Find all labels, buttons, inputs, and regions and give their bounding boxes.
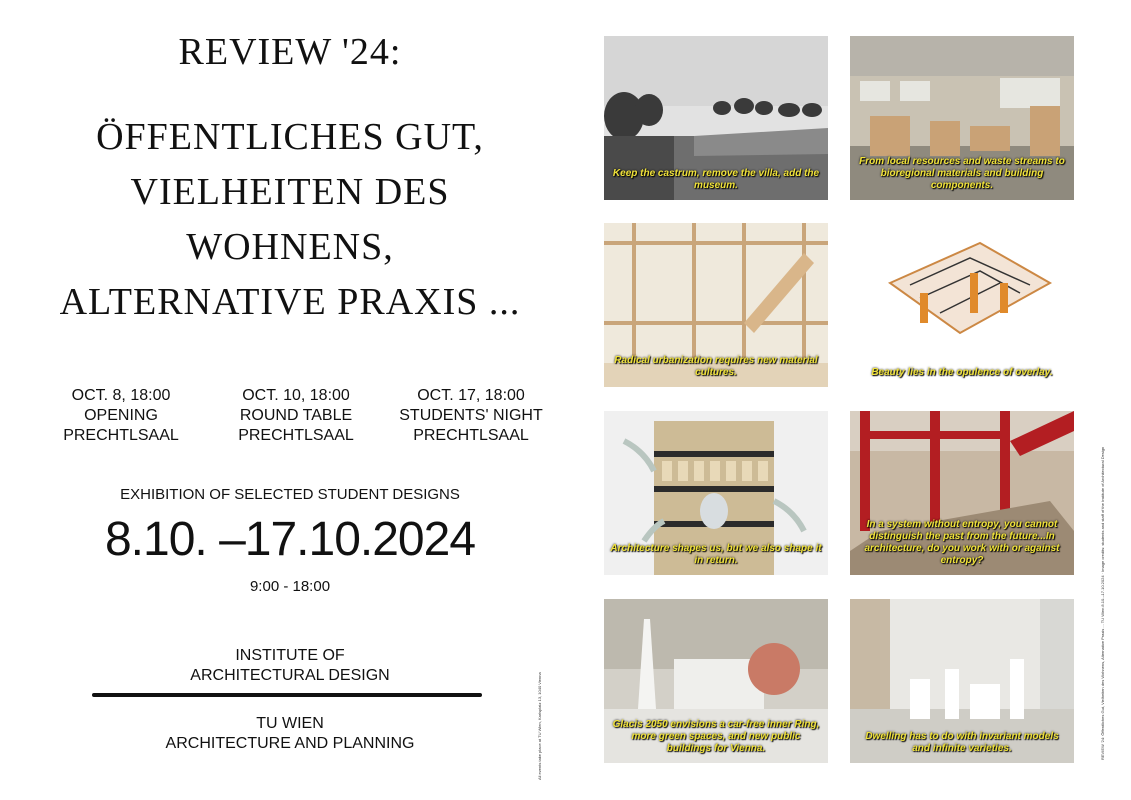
theme-line: ALTERNATIVE PRAXIS ... [59, 281, 521, 323]
tile-caption: Glacis 2050 envisions a car-free inner Ring, more green spaces, and new public buildings for Vienna. [612, 719, 820, 754]
tile-caption: Beauty lies in the opulence of overlay. [871, 367, 1053, 378]
project-image-castrum [604, 36, 828, 200]
event-place: PRECHTLSAAL [238, 427, 354, 444]
tile-caption: In a system without entropy, you cannot distinguish the past from the future...In architecture, do you work with or against entropy? [864, 519, 1060, 566]
tile-caption: Radical urbanization requires new material cultures. [614, 355, 818, 378]
project-image-timber-model [604, 223, 828, 387]
review-title: REVIEW '24: [178, 31, 402, 73]
project-image-dwelling [850, 599, 1074, 763]
institute-line: INSTITUTE OF [235, 647, 345, 664]
tile-caption: From local resources and waste streams to bioregional materials and building components. [859, 156, 1065, 191]
event-place: PRECHTLSAAL [63, 427, 179, 444]
project-image-glacis [604, 599, 828, 763]
event-place: PRECHTLSAAL [413, 427, 529, 444]
divider-rule [92, 693, 482, 697]
event-name: OPENING [84, 407, 158, 424]
exhibition-label: EXHIBITION OF SELECTED STUDENT DESIGNS [120, 486, 460, 503]
event-round-table [211, 386, 381, 446]
theme-line: WOHNENS, [186, 226, 394, 268]
event-opening [36, 386, 206, 446]
university-name [0, 714, 580, 754]
event-name: STUDENTS' NIGHT [399, 407, 543, 424]
vertical-venue-note: All events take place at TU Wien, Karlsplatz 13, 1040 Vienna [537, 672, 542, 780]
institute-name [0, 646, 580, 686]
university-line: TU WIEN [256, 715, 324, 732]
theme-title [0, 110, 580, 330]
project-image-entropy [850, 411, 1074, 575]
event-date: OCT. 10, 18:00 [242, 387, 350, 404]
institute-line: ARCHITECTURAL DESIGN [190, 667, 390, 684]
event-date: OCT. 8, 18:00 [71, 387, 171, 404]
project-image-workshop [850, 36, 1074, 200]
theme-line: VIELHEITEN DES [130, 171, 450, 213]
vertical-credits-note: REVIEW '24: Öffentliches Gut, Vielheiten des Wohnens, Alternative Praxis ... TU Wien 8.10.–17.10.2024 · Image credits: students and staff of the Institute of Architectural Design [1100, 446, 1105, 760]
events-row [36, 386, 556, 446]
tile-caption: Keep the castrum, remove the villa, add the museum. [612, 168, 820, 191]
university-line: ARCHITECTURE AND PLANNING [165, 735, 415, 752]
event-name: ROUND TABLE [239, 407, 353, 424]
theme-line: ÖFFENTLICHES GUT, [96, 116, 484, 158]
event-students-night [386, 386, 556, 446]
project-image-axonometric [850, 223, 1074, 387]
project-image-facade-model [604, 411, 828, 575]
exhibition-hours: 9:00 - 18:00 [249, 578, 331, 595]
tile-caption: Dwelling has to do with invariant models and infinite varieties. [865, 731, 1059, 754]
tile-caption: Architecture shapes us, but we also shape it in return. [610, 543, 822, 566]
exhibition-dates: 8.10. –17.10.2024 [104, 513, 476, 566]
event-date: OCT. 17, 18:00 [417, 387, 525, 404]
